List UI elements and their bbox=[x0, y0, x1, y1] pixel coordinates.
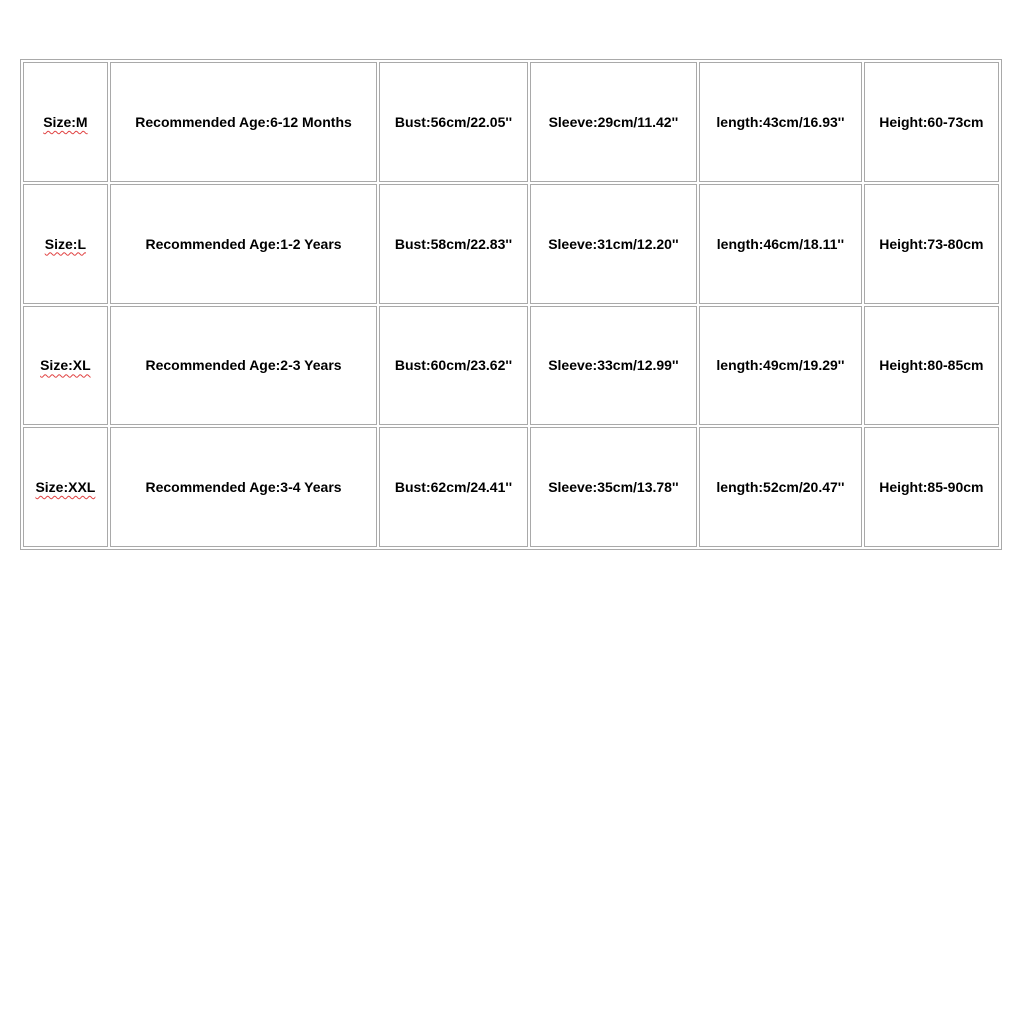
height-cell: Height:60-73cm bbox=[864, 62, 999, 182]
length-cell: length:52cm/20.47'' bbox=[699, 427, 862, 547]
age-cell: Recommended Age:2-3 Years bbox=[110, 306, 377, 426]
size-label: Size:L bbox=[44, 235, 86, 252]
size-label: Size:M bbox=[43, 113, 88, 130]
bust-cell: Bust:56cm/22.05'' bbox=[379, 62, 527, 182]
bust-cell: Bust:62cm/24.41'' bbox=[379, 427, 527, 547]
size-cell bbox=[23, 184, 108, 304]
height-cell: Height:73-80cm bbox=[864, 184, 999, 304]
sleeve-cell: Sleeve:31cm/12.20'' bbox=[530, 184, 698, 304]
length-cell: length:43cm/16.93'' bbox=[699, 62, 862, 182]
table-row bbox=[23, 427, 999, 547]
size-chart-table bbox=[20, 59, 1002, 550]
size-cell bbox=[23, 427, 108, 547]
height-cell: Height:80-85cm bbox=[864, 306, 999, 426]
size-cell bbox=[23, 62, 108, 182]
table-row bbox=[23, 306, 999, 426]
size-cell bbox=[23, 306, 108, 426]
size-label: Size:XL bbox=[40, 357, 91, 374]
sleeve-cell: Sleeve:29cm/11.42'' bbox=[530, 62, 698, 182]
height-cell: Height:85-90cm bbox=[864, 427, 999, 547]
length-cell: length:46cm/18.11'' bbox=[699, 184, 862, 304]
sleeve-cell: Sleeve:33cm/12.99'' bbox=[530, 306, 698, 426]
age-cell: Recommended Age:1-2 Years bbox=[110, 184, 377, 304]
table-row bbox=[23, 62, 999, 182]
size-label: Size:XXL bbox=[35, 479, 96, 496]
bust-cell: Bust:60cm/23.62'' bbox=[379, 306, 527, 426]
length-cell: length:49cm/19.29'' bbox=[699, 306, 862, 426]
age-cell: Recommended Age:3-4 Years bbox=[110, 427, 377, 547]
age-cell: Recommended Age:6-12 Months bbox=[110, 62, 377, 182]
bust-cell: Bust:58cm/22.83'' bbox=[379, 184, 527, 304]
sleeve-cell: Sleeve:35cm/13.78'' bbox=[530, 427, 698, 547]
table-row bbox=[23, 184, 999, 304]
